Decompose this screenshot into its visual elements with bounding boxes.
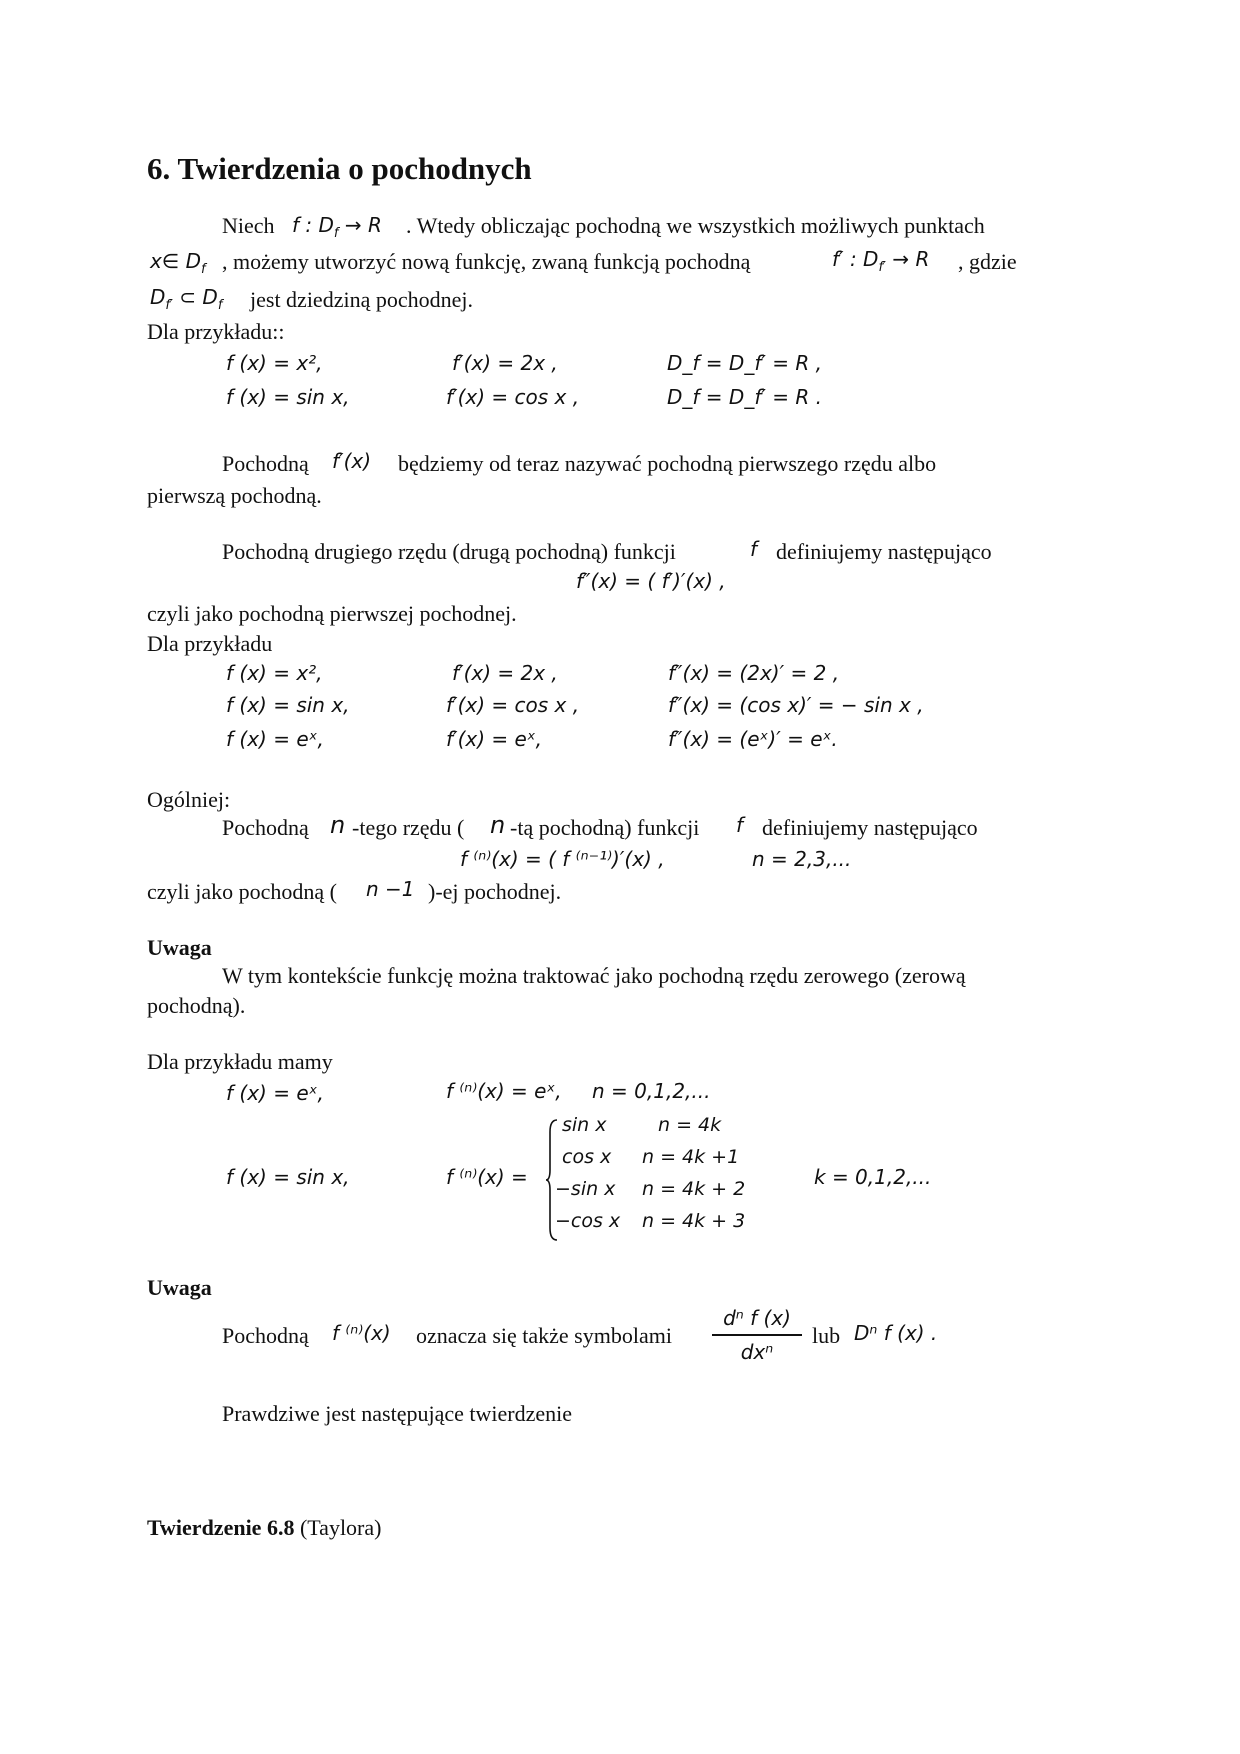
math-inline: n −1 [366,877,415,901]
paragraph-text: pochodną). [147,993,246,1018]
formula: f′(x) = 2x , [452,661,558,685]
theorem-number: Twierdzenie 6.8 [147,1515,295,1540]
intro-text: , gdzie [958,249,1017,274]
paragraph-text: lub [812,1323,841,1348]
case-value: cos x [562,1146,612,1168]
formula: f′(x) = 2x , [452,351,558,375]
formula: n = 2,3,... [752,847,852,871]
paragraph-text: Prawdziwe jest następujące twierdzenie [222,1401,573,1426]
case-condition: n = 4k + 3 [642,1210,746,1232]
note-heading: Uwaga [147,935,212,960]
formula: D_f = D_f′ = R , [667,351,822,375]
page-title: 6. Twierdzenia o pochodnych [147,151,532,186]
case-value: −sin x [555,1178,616,1200]
formula: f′(x) = cos x , [446,385,580,409]
paragraph-text: będziemy od teraz nazywać pochodną pierwszego rzędu albo [398,451,937,476]
paragraph-text: czyli jako pochodną ( [147,879,337,904]
theorem-name: (Taylora) [294,1515,382,1540]
formula: f (x) = eˣ, [226,727,324,751]
formula: f ⁽ⁿ⁾(x) = eˣ, [446,1079,562,1103]
paragraph-text: )-ej pochodnej. [428,879,562,904]
note-heading: Uwaga [147,1275,212,1300]
paragraph-text: definiujemy następująco [762,815,978,840]
formula: f″(x) = (cos x)′ = − sin x , [668,693,924,717]
paragraph-text: definiujemy następująco [776,539,992,564]
theorem-heading [147,1514,381,1542]
fraction-denominator: dxⁿ [740,1340,774,1364]
paragraph-text: Pochodną [222,815,309,840]
section-label: Ogólniej: [147,787,231,812]
math-inline: Dⁿ f (x) . [854,1321,938,1345]
paragraph-text: Pochodną [222,1323,309,1348]
formula: f (x) = x², [226,351,323,375]
math-inline: f′ : $D_{f'} \to R$ [832,247,930,275]
paragraph-text: -tego rzędu ( [352,815,465,840]
formula: n = 0,1,2,... [592,1079,711,1103]
paragraph-text: Pochodną drugiego rzędu (drugą pochodną) funkcji [222,539,676,564]
case-condition: n = 4k +1 [642,1146,740,1168]
intro-text: . Wtedy obliczając pochodną we wszystkich możliwych punktach [406,213,985,238]
example-label: Dla przykładu:: [147,319,285,344]
formula: f (x) = sin x, [226,693,350,717]
math-inline: f [750,537,758,561]
math-inline: f ⁽ⁿ⁾(x) [332,1321,391,1345]
intro-text: Niech [222,213,275,238]
formula: k = 0,1,2,... [814,1165,932,1189]
formula: f′(x) = eˣ, [446,727,543,751]
formula: f″(x) = (eˣ)′ = eˣ. [668,727,838,751]
intro-text: , możemy utworzyć nową funkcję, zwaną funkcją pochodną [222,249,751,274]
formula: f″(x) = (2x)′ = 2 , [668,661,840,685]
formula: D_f = D_f′ = R . [667,385,822,409]
math-inline: f′(x) [332,449,372,473]
math-inline: f [736,813,744,837]
paragraph-text: oznacza się także symbolami [416,1323,672,1348]
case-value: −cos x [555,1210,621,1232]
math-inline: n [330,811,346,839]
paragraph-text: -tą pochodną) funkcji [510,815,700,840]
formula: f (x) = sin x, [226,1165,350,1189]
math-inline: f : $D_f \to R$ [292,213,382,241]
math-inline: $D_{f'}$ ⊂ $D_f$ [150,285,223,313]
paragraph-text: Pochodną [222,451,309,476]
math-inline: n [490,811,506,839]
intro-text: jest dziedziną pochodnej. [250,287,473,312]
case-condition: n = 4k + 2 [642,1178,746,1200]
formula: f (x) = eˣ, [226,1081,324,1105]
formula: f ⁽ⁿ⁾(x) = ( f ⁽ⁿ⁻¹⁾)′(x) , [460,847,665,871]
paragraph-text: czyli jako pochodną pierwszej pochodnej. [147,601,517,626]
paragraph-text: W tym kontekście funkcję można traktować jako pochodną rzędu zerowego (zerową [222,963,966,988]
example-label: Dla przykładu [147,631,273,656]
case-condition: n = 4k [658,1114,722,1136]
formula: f (x) = sin x, [226,385,350,409]
formula: f (x) = x², [226,661,323,685]
fraction-line [712,1334,802,1336]
paragraph-text: pierwszą pochodną. [147,483,322,508]
formula: f′(x) = cos x , [446,693,580,717]
math-inline: x∈ $D_f$ [150,249,206,277]
formula: f″(x) = ( f′)′(x) , [576,569,726,593]
case-value: sin x [562,1114,607,1136]
fraction-numerator: dⁿ f (x) [723,1306,791,1330]
example-label: Dla przykładu mamy [147,1049,333,1074]
formula: f ⁽ⁿ⁾(x) = [446,1165,528,1189]
